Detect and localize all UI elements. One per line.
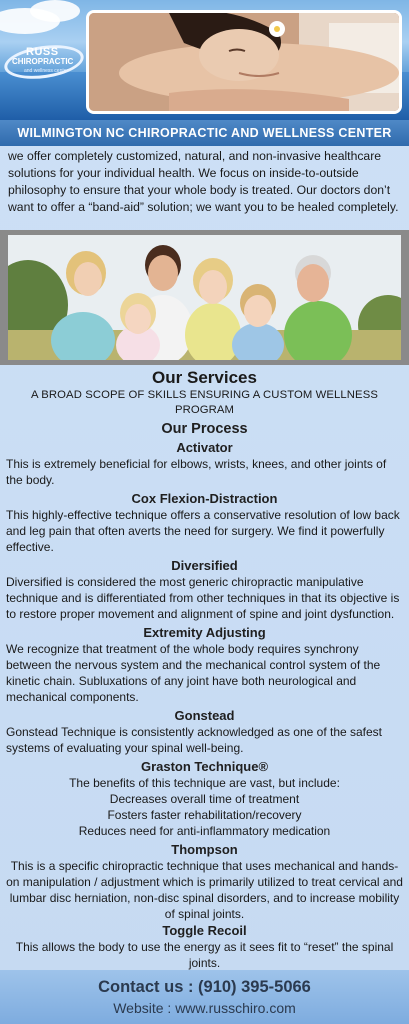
logo-tagline: and wellness center [24, 68, 69, 74]
service-item-activator [6, 439, 403, 488]
service-item-cox-flexion [6, 490, 403, 555]
russ-chiropractic-logo [4, 42, 84, 82]
service-title: Gonstead [174, 708, 235, 723]
logo-subtitle: CHIROPRACTIC [12, 57, 74, 66]
service-title: Thompson [171, 842, 238, 857]
service-description: This is extremely beneficial for elbows, wrists, knees, and other joints of the body. [6, 457, 387, 487]
service-item-gonstead [6, 707, 403, 756]
service-description: This allows the body to use the energy as it sees fit to “reset” the spinal joints. [15, 940, 394, 970]
service-item-thompson [6, 841, 403, 922]
service-title: Cox Flexion-Distraction [131, 491, 278, 506]
service-title: Activator [176, 440, 233, 455]
services-section [6, 368, 403, 971]
family-photo-frame [0, 230, 409, 365]
website-link[interactable]: Website : www.russchiro.com [113, 1000, 296, 1016]
service-description: Gonstead Technique is consistently acknowledged as one of the safest systems of evaluating your spinal well-being. [6, 725, 383, 755]
family-illustration [8, 235, 401, 360]
services-heading: Our Services [152, 368, 257, 387]
graston-intro: The benefits of this technique are vast, but include: [69, 776, 340, 790]
service-item-diversified [6, 557, 403, 622]
graston-benefit: Fosters faster rehabilitation/recovery [107, 808, 302, 822]
woman-illustration [89, 13, 399, 111]
graston-benefit: Reduces need for anti-inflammatory medication [78, 824, 331, 838]
service-description: Diversified is considered the most generic chiropractic manipulative technique and is differentiated from other techniques in that its objective is to restore proper movement and alignment of spine and joint dysfunction. [6, 575, 400, 621]
contact-phone[interactable]: Contact us : (910) 395-5066 [98, 978, 311, 996]
cloud-decoration [30, 0, 80, 22]
service-description: This highly-effective technique offers a conservative resolution of low back and leg pain that often averts the need for surgery. We find it powerfully effective. [6, 508, 400, 554]
contact-footer [0, 970, 409, 1024]
process-heading: Our Process [161, 421, 248, 437]
graston-benefit: Decreases overall time of treatment [109, 792, 300, 806]
service-title: Extremity Adjusting [143, 625, 266, 640]
title-bar [0, 120, 409, 146]
service-title: Diversified [171, 558, 238, 573]
intro-paragraph: we offer completely customized, natural, and non-invasive healthcare solutions for your individual health. We focus on inside-to-outside philosophy to ensure that your whole body is treated. Our doctors don’t want to offer a “band-aid” solution; we want you to be healed completely. [8, 149, 399, 214]
service-item-extremity-adjusting [6, 624, 403, 705]
family-photo [8, 235, 401, 360]
relaxing-woman-photo [86, 10, 402, 114]
service-description: We recognize that treatment of the whole body requires synchrony between the nervous system and the mechanical control system of the kinetic chain. Subluxations of any joint have both neurological and mechanical components. [6, 642, 381, 704]
service-item-toggle-recoil [6, 922, 403, 971]
service-description: This is a specific chiropractic technique that uses mechanical and hands-on manipulation / adjustment which is primarily utilized to treat cervical and lumbar disc herniation, non-disc spinal disorders, and to increase mobility of spinal joints. [6, 859, 403, 921]
service-title: Graston Technique® [140, 759, 269, 774]
logo-name: RUSS [26, 46, 59, 58]
services-subheading: A BROAD SCOPE OF SKILLS ENSURING A CUSTOM WELLNESS PROGRAM [31, 389, 378, 416]
service-title: Toggle Recoil [162, 923, 247, 938]
service-item-graston [6, 758, 403, 839]
header-banner [0, 0, 409, 120]
site-title: WILMINGTON NC CHIROPRACTIC AND WELLNESS CENTER [17, 126, 392, 140]
